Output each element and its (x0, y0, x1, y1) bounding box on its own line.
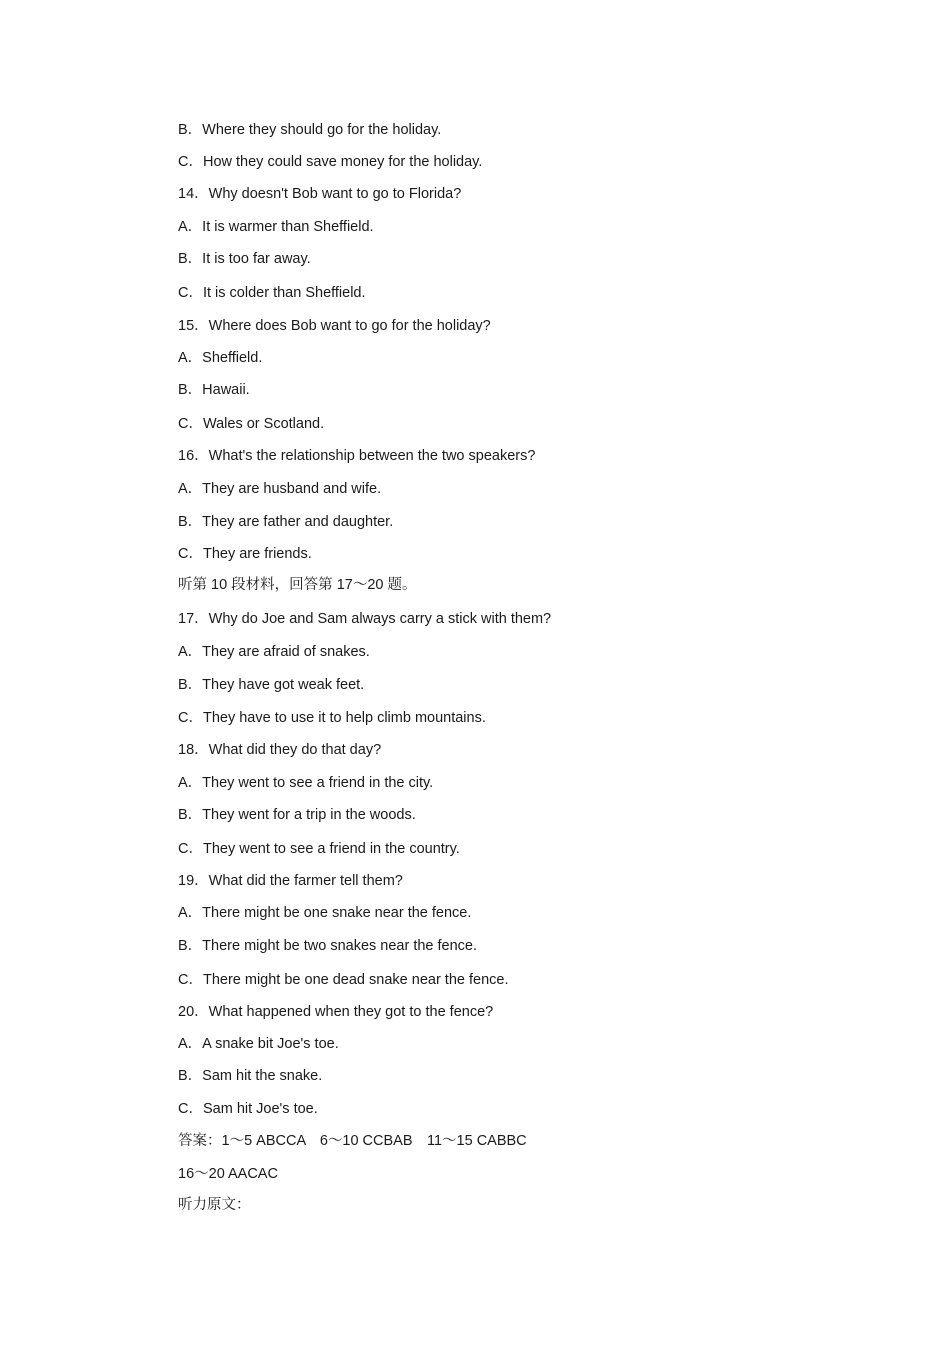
option-16b: B．They are father and daughter. (178, 514, 394, 530)
option-16a: A．They are husband and wife. (178, 481, 382, 497)
option-17a: A．They are afraid of snakes. (178, 644, 370, 660)
option-15b: B．Hawaii. (178, 382, 250, 398)
option-19c: C．There might be one dead snake near the fence. (178, 972, 509, 988)
question-19: 19．What did the farmer tell them? (178, 873, 403, 889)
option-19a: A．There might be one snake near the fence. (178, 905, 472, 921)
option-20a: A．A snake bit Joe's toe. (178, 1036, 339, 1052)
answers-line-2: 16～20 AACAC (178, 1166, 278, 1182)
option-17b: B．They have got weak feet. (178, 677, 365, 693)
option-17c: C．They have to use it to help climb mountains. (178, 710, 486, 726)
question-20: 20．What happened when they got to the fence? (178, 1004, 494, 1020)
answers-line-1: 答案：1～5 ABCCA 6～10 CCBAB 11～15 CABBC (178, 1133, 527, 1149)
question-14: 14．Why doesn't Bob want to go to Florida? (178, 186, 462, 202)
question-15: 15．Where does Bob want to go for the holiday? (178, 318, 491, 334)
option-18a: A．They went to see a friend in the city. (178, 775, 434, 791)
section-instruction: 听第 10 段材料，回答第 17～20 题。 (178, 577, 417, 593)
question-16: 16．What's the relationship between the two speakers? (178, 448, 536, 464)
option-16c: C．They are friends. (178, 546, 312, 562)
option-13b: B．Where they should go for the holiday. (178, 122, 442, 138)
question-17: 17．Why do Joe and Sam always carry a stick with them? (178, 611, 552, 627)
option-20b: B．Sam hit the snake. (178, 1068, 323, 1084)
option-18b: B．They went for a trip in the woods. (178, 807, 416, 823)
option-18c: C．They went to see a friend in the country. (178, 841, 460, 857)
question-18: 18．What did they do that day? (178, 742, 382, 758)
transcript-heading: 听力原文： (178, 1197, 251, 1213)
option-15a: A．Sheffield. (178, 350, 263, 366)
option-14c: C．It is colder than Sheffield. (178, 285, 366, 301)
option-14a: A．It is warmer than Sheffield. (178, 219, 374, 235)
option-20c: C．Sam hit Joe's toe. (178, 1101, 318, 1117)
option-14b: B．It is too far away. (178, 251, 311, 267)
option-15c: C．Wales or Scotland. (178, 416, 325, 432)
option-19b: B．There might be two snakes near the fence. (178, 938, 478, 954)
option-13c: C．How they could save money for the holiday. (178, 154, 483, 170)
